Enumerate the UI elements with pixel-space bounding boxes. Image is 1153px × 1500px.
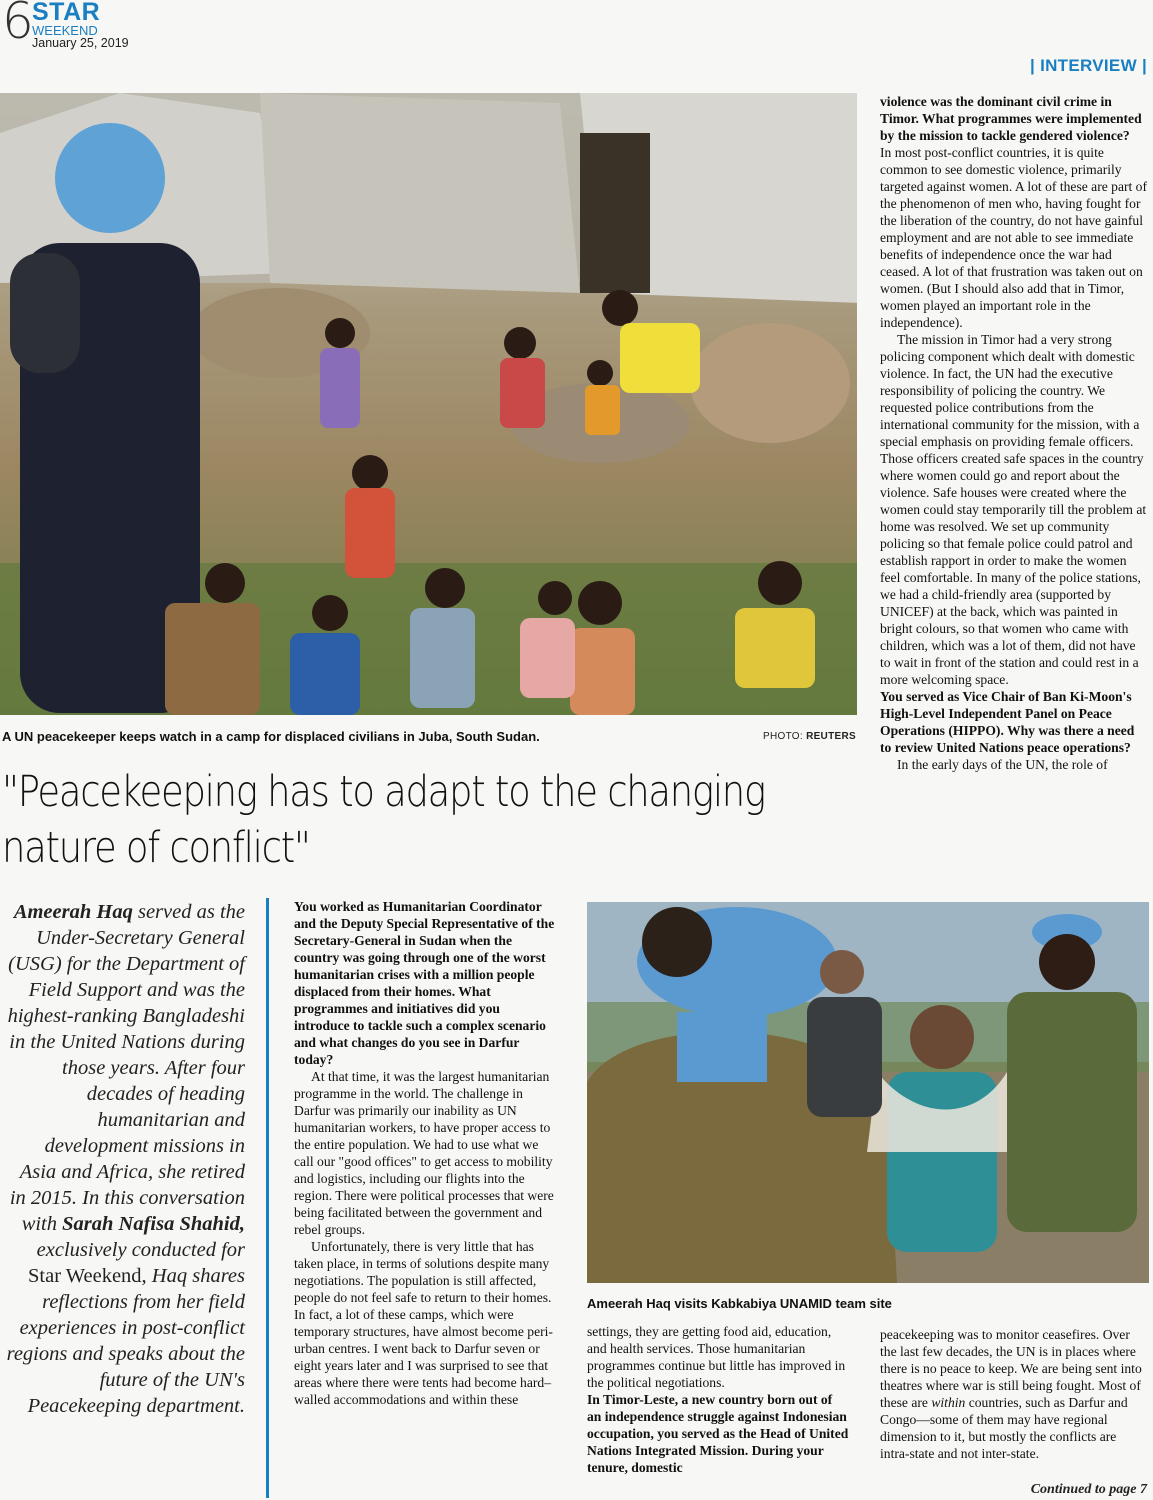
intro-text-2: exclusively conducted for <box>36 1239 245 1261</box>
answer-emphasis: within <box>931 1395 966 1410</box>
intro-text-3: Haq shares reflections from her field experiences in post-conflict regions and speaks about the future of the UN's Peacekeeping department. <box>6 1265 245 1417</box>
answer-paragraph: Unfortunately, there is very little that has taken place, in terms of solutions despite many negotiations. The population is still affected, people do not feel safe to return to their homes. In fact, a lot of these camps, which were temporary structures, have almost become peri-urban centres. I went back to Darfur seven or eight years later and I was surprised to see that areas where there were tents had become hard–walled accommodations and within these <box>294 1239 553 1407</box>
photo-haq-unamid-visit-image <box>587 902 1149 1283</box>
intro-interviewer-name: Sarah Nafisa Shahid, <box>62 1213 245 1235</box>
photo-top-caption: A UN peacekeeper keeps watch in a camp for displaced civilians in Juba, South Sudan. <box>2 729 540 744</box>
issue-date: January 25, 2019 <box>32 36 129 50</box>
answer-paragraph: settings, they are getting food aid, education, and health services. Those humanitarian programmes continue but little has improved in the political negotiations. <box>587 1324 846 1390</box>
publication-logo <box>32 0 100 37</box>
answer-text: countries, such as Darfur and Congo—some of them may have regional dimension to it, but mostly the conflicts are intra-state and not inter-state. <box>880 1395 1128 1461</box>
photo-bottom-caption: Ameerah Haq visits Kabkabiya UNAMID team site <box>587 1296 892 1311</box>
headline-line-1: "Peacekeeping has to adapt to the changing <box>2 767 765 817</box>
photo-peacekeeper-camp <box>0 93 857 715</box>
page-number: 6 <box>2 0 34 50</box>
section-label: | INTERVIEW | <box>1030 56 1147 75</box>
answer-paragraph <box>880 1326 1148 1462</box>
headline-line-2: nature of conflict" <box>2 822 310 873</box>
continued-link[interactable]: Continued to page 7 <box>1030 1482 1147 1497</box>
brand-subname: WEEKEND <box>32 23 98 38</box>
photo-peacekeeper-camp-image <box>0 93 857 715</box>
article-column-1 <box>294 898 556 1408</box>
interview-question-2-continued: violence was the dominant civil crime in Timor. What programmes were implemented by the mission to tackle gendered violence? <box>880 94 1142 143</box>
photo-haq-unamid-visit <box>587 902 1149 1283</box>
interview-question-2: In Timor-Leste, a new country born out of an independence struggle against Indonesian occupation, you served as the Head of United Nations Integrated Mission. During your tenure, domestic <box>587 1392 849 1475</box>
article-column-3 <box>880 93 1148 773</box>
photo-credit-label: PHOTO: <box>763 731 803 742</box>
brand-name: STAR <box>32 0 101 26</box>
intro-publication: Star Weekend, <box>28 1265 147 1287</box>
answer-paragraph: In most post-conflict countries, it is quite common to see domestic violence, primarily targeted against women. A lot of these are part of the phenomenon of men who, having fought for the liberation of the country, do not have gainful employment and are not able to see immediate benefits of independence once the war had ceased. A lot of that frustration was taken out on women. (But I should also add that in Timor, women played an important role in the independence). <box>880 145 1148 330</box>
photo-credit-source: REUTERS <box>806 731 856 742</box>
article-intro <box>4 899 245 1419</box>
article-column-2 <box>587 1323 849 1476</box>
article-column-4 <box>880 1326 1148 1462</box>
answer-paragraph: In the early days of the UN, the role of <box>897 757 1108 772</box>
column-divider-bar <box>266 898 269 1498</box>
answer-text: peacekeeping was to monitor ceasefires. Over the last few decades, the UN is in places where there is no peace to keep. We are being sent into theatres where war is still being fought. Most of these are <box>880 1327 1142 1410</box>
interview-question-3: You served as Vice Chair of Ban Ki-Moon's High-Level Independent Panel on Peace Operations (HIPPO). Why was there a need to review United Nations peace operations? <box>880 689 1135 755</box>
interview-question-1: You worked as Humanitarian Coordinator and the Deputy Special Representative of the Secretary-General in Sudan when the country was going through one of the worst humanitarian crises with a million people displaced from their homes. What programmes and initiatives did you introduce to tackle such a complex scenario and what changes do you see in Darfur today? <box>294 899 555 1067</box>
answer-paragraph: The mission in Timor had a very strong policing component which dealt with domestic violence. In fact, the UN had the executive responsibility of policing the country. We requested police contributions from the international community for the mission, with a special emphasis on providing female officers. Those officers created safe spaces in the country where women could go and report about the violence. Safe houses were created where the women could stay temporarily till the problem at home was resolved. We set up community policing so that female police could patrol and establish rapport in order to make the women feel comfortable. In many of the police stations, we had a child-friendly area (supported by UNICEF) at the back, which was painted in bright colours, so that women who came with children, which was a lot of them, did not have to wait in front of the station and could rest in a more welcoming space. <box>880 332 1147 687</box>
intro-subject-name: Ameerah Haq <box>13 901 133 923</box>
photo-top-credit <box>763 731 856 742</box>
intro-text-1: served as the Under-Secretary General (USG) for the Department of Field Support and was the highest-ranking Bangladeshi in the United Nations during those years. After four decades of heading humanitarian and development missions in Asia and Africa, she retired in 2015. In this conversation with <box>7 901 245 1235</box>
article-headline <box>2 765 765 877</box>
answer-paragraph: At that time, it was the largest humanitarian programme in the world. The challenge in Darfur was primarily our inability as UN humanitarian workers, to have proper access to the entire population. We had to use what we call our "good offices" to get access to mobility and logistics, including our flights into the region. There were political processes that were being facilitated between the government and rebel groups. <box>294 1069 554 1237</box>
